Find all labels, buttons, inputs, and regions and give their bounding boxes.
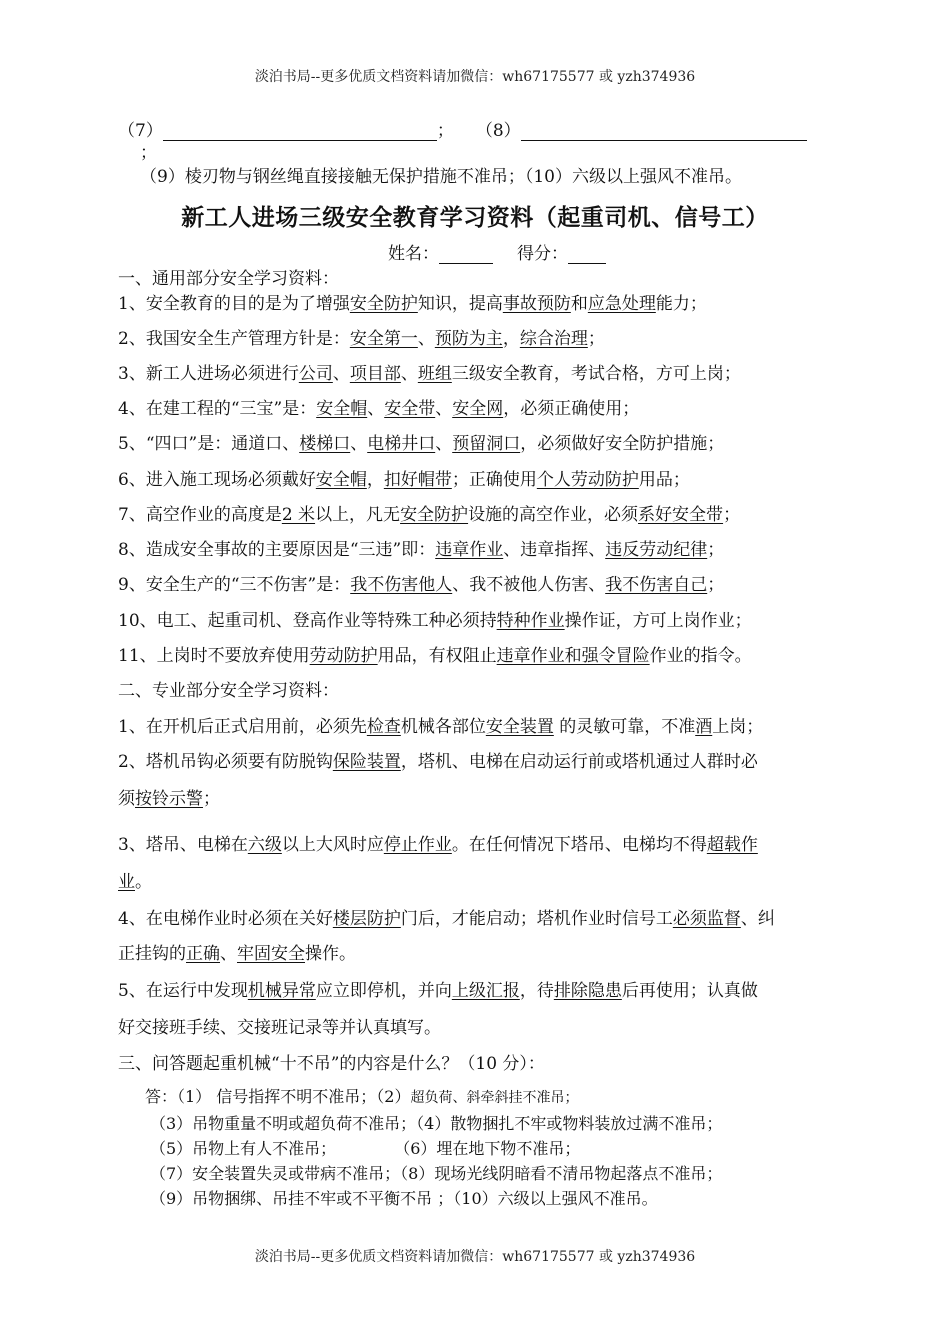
s1-item-5: 5、“四口”是：通道口、楼梯口、电梯井口、预留洞口，必须做好安全防护措施； [118,434,725,454]
s2-item-1: 1、在开机后正式启用前，必须先检查机械各部位安全装置 的灵敏可靠，不准酒上岗； [118,717,764,737]
prev-item-7-8: （7） ； （8） [118,116,858,141]
s1-item-7: 7、高空作业的高度是2 米以上，凡无安全防护设施的高空作业，必须系好安全带； [118,505,741,525]
answer-line-1: 答：（1） 信号指挥不明不准吊；（2）超负荷、斜牵斜挂不准吊； [145,1087,579,1106]
s2-item-2-line-2: 须按铃示警； [118,789,220,809]
s1-item-1: 1、安全教育的目的是为了增强安全防护知识，提高事故预防和应急处理能力； [118,294,707,314]
prev-item-9-10: （9）棱刃物与钢丝绳直接接触无保护措施不准吊；（10）六级以上强风不准吊。 [140,167,742,187]
name-score-row: 姓名： 得分： [388,239,606,264]
answer-line-5: （9）吊物捆绑、吊挂不牢或不平衡不吊 ；（10）六级以上强风不准吊。 [150,1189,658,1208]
answer-line-3: （5）吊物上有人不准吊； （6）埋在地下物不准吊； [150,1139,581,1158]
section-1-heading: 一、通用部分安全学习资料： [118,269,339,289]
s2-item-3-line-1: 3、塔吊、电梯在六级以上大风时应停止作业。在任何情况下塔吊、电梯均不得超载作 [118,835,758,855]
s1-item-10: 10、电工、起重司机、登高作业等特殊工种必须持特种作业操作证，方可上岗作业； [118,611,752,631]
header-watermark: 淡泊书局--更多优质文档资料请加微信：wh67175577 或 yzh374936 [254,69,696,85]
s2-item-4-line-1: 4、在电梯作业时必须在关好楼层防护门后，才能启动；塔机作业时信号工必须监督、纠 [118,909,775,929]
section-2-heading: 二、专业部分安全学习资料： [118,681,339,701]
s1-item-11: 11、上岗时不要放弃使用劳动防护用品，有权阻止违章作业和强令冒险作业的指令。 [118,646,752,666]
s1-item-3: 3、新工人进场必须进行公司、项目部、班组三级安全教育，考试合格，方可上岗； [118,364,741,384]
s2-item-5-line-1: 5、在运行中发现机械异常应立即停机，并向上级汇报，待排除隐患后再使用；认真做 [118,981,758,1001]
s1-item-4: 4、在建工程的“三宝”是：安全帽、安全带、安全网，必须正确使用； [118,399,640,419]
s1-item-2: 2、我国安全生产管理方针是：安全第一、预防为主，综合治理； [118,329,605,349]
section-3-heading: 三、问答题起重机械“十不吊”的内容是什么？（10 分）： [118,1054,545,1074]
page-title: 新工人进场三级安全教育学习资料（起重司机、信号工） [181,205,769,231]
name-blank [439,245,493,264]
s1-item-8: 8、造成安全事故的主要原因是“三违”即：违章作业、违章指挥、违反劳动纪律； [118,540,725,560]
footer-watermark: 淡泊书局--更多优质文档资料请加微信：wh67175577 或 yzh374936 [254,1249,696,1265]
answer-line-4: （7）安全装置失灵或带病不准吊；（8）现场光线阴暗看不清吊物起落点不准吊； [150,1164,723,1183]
s2-item-4-line-2: 正挂钩的正确、牢固安全操作。 [118,944,356,964]
s2-item-2-line-1: 2、塔机吊钩必须要有防脱钩保险装置，塔机、电梯在启动运行前或塔机通过人群时必 [118,752,758,772]
s1-item-6: 6、进入施工现场必须戴好安全帽，扣好帽带；正确使用个人劳动防护用品； [118,470,690,490]
answer-line-2: （3）吊物重量不明或超负荷不准吊；（4）散物捆扎不牢或物料装放过满不准吊； [150,1114,723,1133]
s2-item-5-line-2: 好交接班手续、交接班记录等并认真填写。 [118,1018,441,1038]
s1-item-9: 9、安全生产的“三不伤害”是：我不伤害他人、我不被他人伤害、我不伤害自己； [118,575,725,595]
s2-item-3-line-2: 业。 [118,872,152,892]
score-blank [568,245,606,264]
prev-semicolon: ； [140,143,157,163]
